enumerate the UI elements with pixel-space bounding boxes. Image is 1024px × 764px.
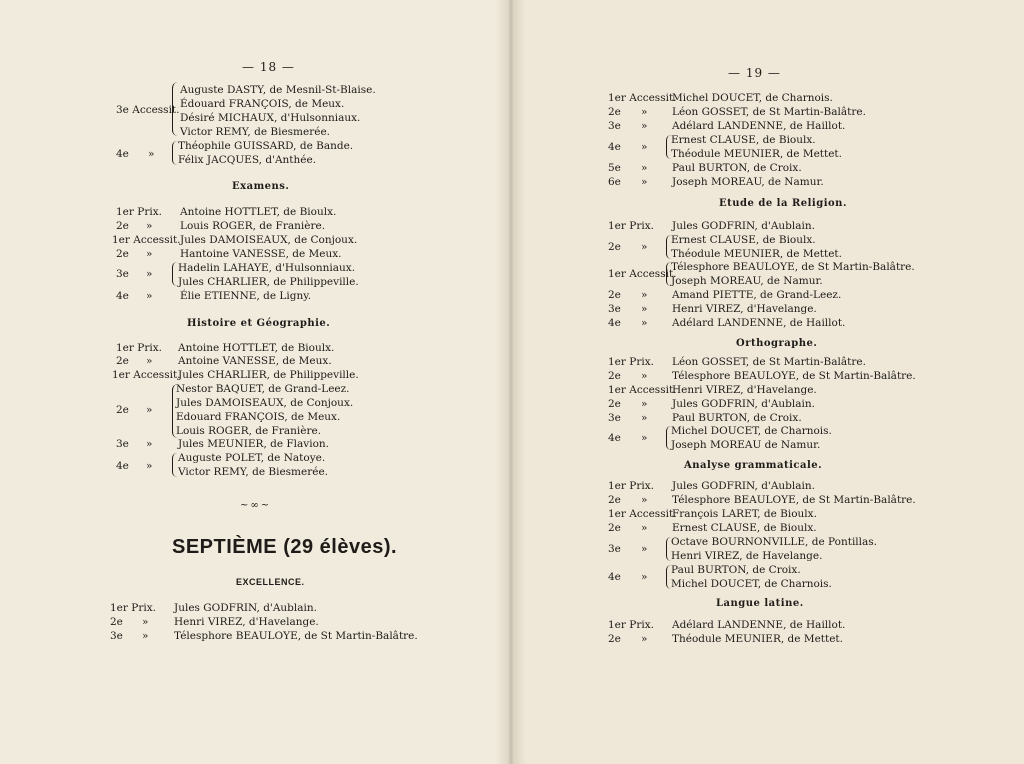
- rank-label: 5e: [608, 162, 621, 174]
- entry: Adélard LANDENNE, de Haillot.: [672, 619, 846, 631]
- rank-label: 3e: [608, 303, 621, 315]
- rank-label: 2e: [110, 616, 123, 628]
- ditto-mark: »: [641, 432, 648, 444]
- entry: Théophile GUISSARD, de Bande.: [178, 140, 354, 152]
- ditto-mark: »: [146, 355, 153, 367]
- entry: Antoine VANESSE, de Meux.: [178, 355, 332, 367]
- entry: Élie ETIENNE, de Ligny.: [180, 290, 312, 302]
- rank-label: 4e: [608, 571, 621, 583]
- entry: Désiré MICHAUX, d'Hulsonniaux.: [180, 112, 361, 124]
- ditto-mark: »: [641, 412, 648, 424]
- entry: Nestor BAQUET, de Grand-Leez.: [176, 383, 350, 395]
- entry: Amand PIETTE, de Grand-Leez.: [672, 289, 842, 301]
- entry: Henri VIREZ, de Havelange.: [671, 550, 823, 562]
- entry: Jules MEUNIER, de Flavion.: [178, 438, 330, 450]
- ditto-mark: »: [641, 370, 648, 382]
- ditto-mark: »: [148, 148, 155, 160]
- section-heading-latine: Langue latine.: [716, 598, 804, 609]
- entry: Joseph MOREAU, de Namur.: [672, 176, 824, 188]
- section-heading-analyse: Analyse grammaticale.: [684, 460, 823, 471]
- entry: Michel DOUCET, de Charnois.: [671, 425, 832, 437]
- ditto-mark: »: [146, 404, 153, 416]
- rank-label: 1er Prix.: [116, 342, 162, 354]
- entry: Théodule MEUNIER, de Mettet.: [671, 248, 842, 260]
- entry: Edouard FRANÇOIS, de Meux.: [176, 411, 341, 423]
- entry: Théodule MEUNIER, de Mettet.: [671, 148, 842, 160]
- rank-label: 2e: [608, 494, 621, 506]
- brace: [172, 82, 178, 136]
- entry: Léon GOSSET, de St Martin-Balâtre.: [672, 106, 866, 118]
- entry: Édouard FRANÇOIS, de Meux.: [180, 98, 345, 110]
- entry: Jules DAMOISEAUX, de Conjoux.: [176, 397, 354, 409]
- entry: Octave BOURNONVILLE, de Pontillas.: [671, 536, 878, 548]
- class-title-septieme: SEPTIÈME (29 élèves).: [172, 536, 398, 558]
- rank-label: 2e: [116, 404, 129, 416]
- entry: Auguste DASTY, de Mesnil-St-Blaise.: [180, 84, 376, 96]
- entry: Victor REMY, de Biesmerée.: [180, 126, 331, 138]
- entry: Ernest CLAUSE, de Bioulx.: [672, 522, 817, 534]
- ditto-mark: »: [641, 106, 648, 118]
- ditto-mark: »: [641, 141, 648, 153]
- rank-label: 3e: [116, 268, 129, 280]
- section-heading-examens: Examens.: [232, 181, 290, 192]
- section-heading-orthographe: Orthographe.: [736, 338, 818, 349]
- rank-label: 2e: [608, 398, 621, 410]
- rank-label: 2e: [608, 522, 621, 534]
- rank-label: 4e: [608, 432, 621, 444]
- ditto-mark: »: [641, 317, 648, 329]
- entry: Michel DOUCET, de Charnois.: [672, 92, 833, 104]
- entry: Auguste POLET, de Natoye.: [178, 452, 326, 464]
- rank-label: 3e: [116, 438, 129, 450]
- rank-label: 2e: [116, 248, 129, 260]
- ditto-mark: »: [146, 220, 153, 232]
- entry: Télesphore BEAULOYE, de St Martin-Balâtre.: [671, 261, 915, 273]
- rank-label: 1er Accessit.: [608, 92, 677, 104]
- rank-label: 1er Prix.: [608, 619, 654, 631]
- rank-label: 2e: [608, 633, 621, 645]
- rank-label: 3e Accessit.: [116, 104, 180, 116]
- section-heading-histoire: Histoire et Géographie.: [187, 318, 331, 329]
- rank-label: 3e: [110, 630, 123, 642]
- ditto-mark: »: [641, 176, 648, 188]
- ditto-mark: »: [641, 162, 648, 174]
- ditto-mark: »: [641, 543, 648, 555]
- entry: Joseph MOREAU de Namur.: [671, 439, 821, 451]
- rank-label: 1er Accessit.: [608, 268, 677, 280]
- entry: Adélard LANDENNE, de Haillot.: [672, 120, 846, 132]
- entry: Adélard LANDENNE, de Haillot.: [672, 317, 846, 329]
- ditto-mark: »: [641, 398, 648, 410]
- rank-label: 1er Accessit.: [608, 508, 677, 520]
- entry: Félix JACQUES, d'Anthée.: [178, 154, 317, 166]
- ditto-mark: »: [641, 633, 648, 645]
- entry: Victor REMY, de Biesmerée.: [178, 466, 329, 478]
- entry: Télesphore BEAULOYE, de St Martin-Balâtre.: [672, 494, 916, 506]
- ditto-mark: »: [641, 522, 648, 534]
- entry: Jules GODFRIN, d'Aublain.: [672, 220, 815, 232]
- right-page: [509, 0, 1024, 764]
- rank-label: 6e: [608, 176, 621, 188]
- rank-label: 1er Prix.: [608, 220, 654, 232]
- entry: Antoine HOTTLET, de Bioulx.: [180, 206, 337, 218]
- entry: Joseph MOREAU, de Namur.: [671, 275, 823, 287]
- ditto-mark: »: [641, 494, 648, 506]
- entry: Télesphore BEAULOYE, de St Martin-Balâtre.: [672, 370, 916, 382]
- rank-label: 2e: [116, 355, 129, 367]
- entry: Henri VIREZ, d'Havelange.: [174, 616, 319, 628]
- entry: Jules GODFRIN, d'Aublain.: [672, 398, 815, 410]
- rank-label: 4e: [116, 290, 129, 302]
- rank-label: 3e: [608, 120, 621, 132]
- entry: Jules DAMOISEAUX, de Conjoux.: [180, 234, 358, 246]
- ditto-mark: »: [146, 268, 153, 280]
- entry: Antoine HOTTLET, de Bioulx.: [178, 342, 335, 354]
- subheading-excellence: EXCELLENCE.: [236, 577, 305, 587]
- ditto-mark: »: [142, 616, 149, 628]
- rank-label: 2e: [608, 370, 621, 382]
- entry: Hadelin LAHAYE, d'Hulsonniaux.: [178, 262, 356, 274]
- entry: Paul BURTON, de Croix.: [672, 412, 802, 424]
- ditto-mark: »: [641, 120, 648, 132]
- rank-label: 2e: [608, 241, 621, 253]
- rank-label: 3e: [608, 543, 621, 555]
- page-number: — 19 —: [728, 66, 781, 80]
- entry: Léon GOSSET, de St Martin-Balâtre.: [672, 356, 866, 368]
- page-number: — 18 —: [242, 60, 295, 74]
- section-heading-religion: Etude de la Religion.: [719, 198, 847, 209]
- entry: Jules CHARLIER, de Philippeville.: [178, 276, 359, 288]
- ditto-mark: »: [142, 630, 149, 642]
- entry: Hantoine VANESSE, de Meux.: [180, 248, 342, 260]
- ditto-mark: »: [146, 248, 153, 260]
- entry: Ernest CLAUSE, de Bioulx.: [671, 234, 816, 246]
- rank-label: 2e: [608, 289, 621, 301]
- rank-label: 4e: [116, 460, 129, 472]
- rank-label: 1er Accessit.: [112, 234, 181, 246]
- brace: [172, 141, 177, 165]
- entry: Louis ROGER, de Franière.: [180, 220, 326, 232]
- brace: [172, 453, 177, 477]
- entry: Jules CHARLIER, de Philippeville.: [178, 369, 359, 381]
- entry: Michel DOUCET, de Charnois.: [671, 578, 832, 590]
- entry: Ernest CLAUSE, de Bioulx.: [671, 134, 816, 146]
- rank-label: 4e: [608, 141, 621, 153]
- rank-label: 1er Prix.: [608, 356, 654, 368]
- rank-label: 3e: [608, 412, 621, 424]
- brace: [172, 262, 177, 286]
- ditto-mark: »: [641, 571, 648, 583]
- ditto-mark: »: [641, 289, 648, 301]
- rank-label: 2e: [116, 220, 129, 232]
- rank-label: 1er Accessit.: [112, 369, 181, 381]
- entry: Henri VIREZ, d'Havelange.: [672, 303, 817, 315]
- left-page: [0, 0, 509, 764]
- rank-label: 1er Prix.: [110, 602, 156, 614]
- entry: Jules GODFRIN, d'Aublain.: [174, 602, 317, 614]
- ornament-divider: ~∞~: [240, 500, 272, 511]
- rank-label: 1er Prix.: [116, 206, 162, 218]
- entry: Henri VIREZ, d'Havelange.: [672, 384, 817, 396]
- entry: Théodule MEUNIER, de Mettet.: [672, 633, 843, 645]
- entry: François LARET, de Bioulx.: [672, 508, 817, 520]
- rank-label: 1er Accessit.: [608, 384, 677, 396]
- ditto-mark: »: [146, 290, 153, 302]
- entry: Télesphore BEAULOYE, de St Martin-Balâtre.: [174, 630, 418, 642]
- ditto-mark: »: [641, 241, 648, 253]
- entry: Paul BURTON, de Croix.: [672, 162, 802, 174]
- entry: Jules GODFRIN, d'Aublain.: [672, 480, 815, 492]
- ditto-mark: »: [146, 460, 153, 472]
- rank-label: 4e: [608, 317, 621, 329]
- ditto-mark: »: [146, 438, 153, 450]
- rank-label: 1er Prix.: [608, 480, 654, 492]
- ditto-mark: »: [641, 303, 648, 315]
- rank-label: 4e: [116, 148, 129, 160]
- entry: Louis ROGER, de Franière.: [176, 425, 322, 437]
- entry: Paul BURTON, de Croix.: [671, 564, 801, 576]
- rank-label: 2e: [608, 106, 621, 118]
